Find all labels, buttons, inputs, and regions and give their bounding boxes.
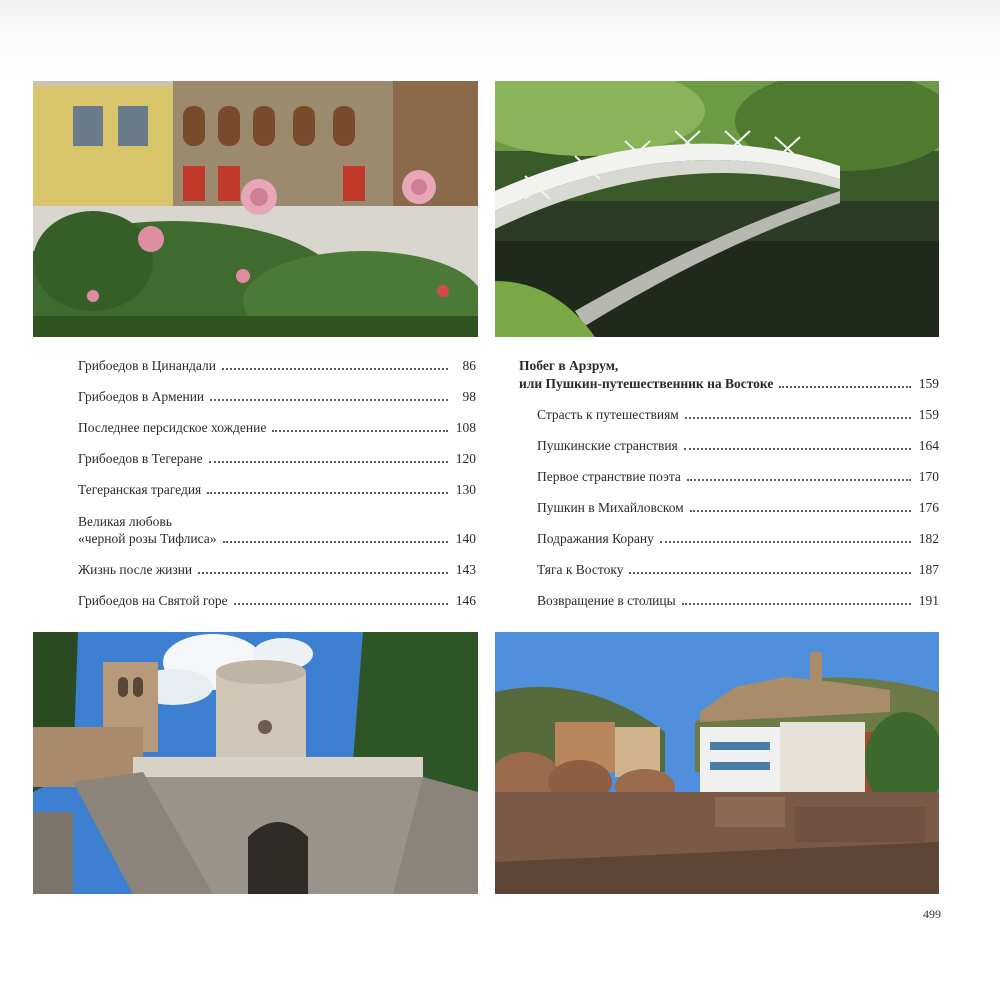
toc-entry-page: 176 <box>918 500 939 515</box>
toc-entry[interactable] <box>519 423 939 454</box>
toc-entry-title: Тегеранская трагедия <box>78 482 202 497</box>
toc-entry-title-line1: Великая любовь <box>78 514 172 529</box>
toc-entry[interactable] <box>78 467 476 498</box>
toc-leader-dots <box>660 541 911 543</box>
toc-left-column <box>78 352 476 609</box>
toc-leader-dots <box>222 368 448 370</box>
toc-leader-dots <box>687 479 911 481</box>
toc-leader-dots <box>223 541 448 543</box>
toc-entry-page: 130 <box>455 482 476 497</box>
toc-entry[interactable] <box>519 392 939 423</box>
photo-white-bridge <box>495 81 939 337</box>
toc-entry[interactable] <box>78 498 476 547</box>
toc-leader-dots <box>690 510 911 512</box>
toc-entry-title: Жизнь после жизни <box>78 562 193 577</box>
toc-leader-dots <box>682 603 911 605</box>
toc-leader-dots <box>685 417 911 419</box>
toc-entry[interactable] <box>519 547 939 578</box>
page-number: 499 <box>923 907 941 921</box>
toc-entry-page: 86 <box>462 358 476 373</box>
toc-right-column <box>519 348 939 609</box>
toc-leader-dots <box>779 386 911 388</box>
toc-entry-title: Возвращение в столицы <box>537 593 676 608</box>
photo-church-staircase <box>33 632 478 894</box>
toc-entry[interactable] <box>519 578 939 609</box>
toc-entry[interactable] <box>78 405 476 436</box>
toc-entry-page: 182 <box>918 531 939 546</box>
toc-entry-title: Первое странствие поэта <box>537 469 681 484</box>
toc-entry-page: 140 <box>455 531 476 546</box>
toc-leader-dots <box>198 572 448 574</box>
toc-leader-dots <box>210 399 448 401</box>
toc-entry-title: Грибоедов в Тегеране <box>78 451 203 466</box>
toc-entry-page: 146 <box>455 593 476 608</box>
toc-entry-page: 120 <box>455 451 476 466</box>
toc-part-title-line2: или Пушкин-путешественник на Востоке <box>519 376 774 391</box>
toc-entry[interactable] <box>78 436 476 467</box>
toc-entry[interactable] <box>78 374 476 405</box>
toc-entry-title: Тяга к Востоку <box>537 562 624 577</box>
toc-entry-title: Подражания Корану <box>537 531 654 546</box>
photo-palace-roses <box>33 81 478 337</box>
toc-part-title-line1: Побег в Арзрум, <box>519 358 619 373</box>
toc-leader-dots <box>234 603 448 605</box>
toc-part-page: 159 <box>918 376 939 391</box>
toc-entry-page: 170 <box>918 469 939 484</box>
toc-entry-page: 108 <box>455 420 476 435</box>
toc-part-title <box>519 357 773 392</box>
toc-part-heading[interactable] <box>519 348 939 392</box>
toc-entry-title: Грибоедов на Святой горе <box>78 593 228 608</box>
toc-entry[interactable] <box>78 547 476 578</box>
toc-entry[interactable] <box>519 454 939 485</box>
toc-entry-page: 143 <box>455 562 476 577</box>
toc-entry[interactable] <box>78 352 476 374</box>
toc-entry-page: 98 <box>462 389 476 404</box>
toc-entry-title: Пушкин в Михайловском <box>537 500 684 515</box>
toc-leader-dots <box>684 448 911 450</box>
toc-leader-dots <box>207 492 448 494</box>
toc-entry-title <box>78 513 217 547</box>
toc-entry[interactable] <box>519 485 939 516</box>
toc-entry-page: 187 <box>918 562 939 577</box>
toc-entry-page: 164 <box>918 438 939 453</box>
toc-leader-dots <box>209 461 448 463</box>
toc-entry[interactable] <box>519 516 939 547</box>
toc-leader-dots <box>272 430 448 432</box>
toc-entry-title: Страсть к путешествиям <box>537 407 679 422</box>
photo-old-town-baths <box>495 632 939 894</box>
toc-entry-title: Пушкинские странствия <box>537 438 678 453</box>
toc-entry-page: 159 <box>918 407 939 422</box>
toc-entry[interactable] <box>78 578 476 609</box>
toc-entry-page: 191 <box>918 593 939 608</box>
toc-entry-title: Последнее персидское хождение <box>78 420 267 435</box>
toc-leader-dots <box>629 572 911 574</box>
toc-entry-title: Грибоедов в Армении <box>78 389 205 404</box>
toc-entry-title: Грибоедов в Цинандали <box>78 358 216 373</box>
toc-entry-title-line2: «черной розы Тифлиса» <box>78 531 217 546</box>
